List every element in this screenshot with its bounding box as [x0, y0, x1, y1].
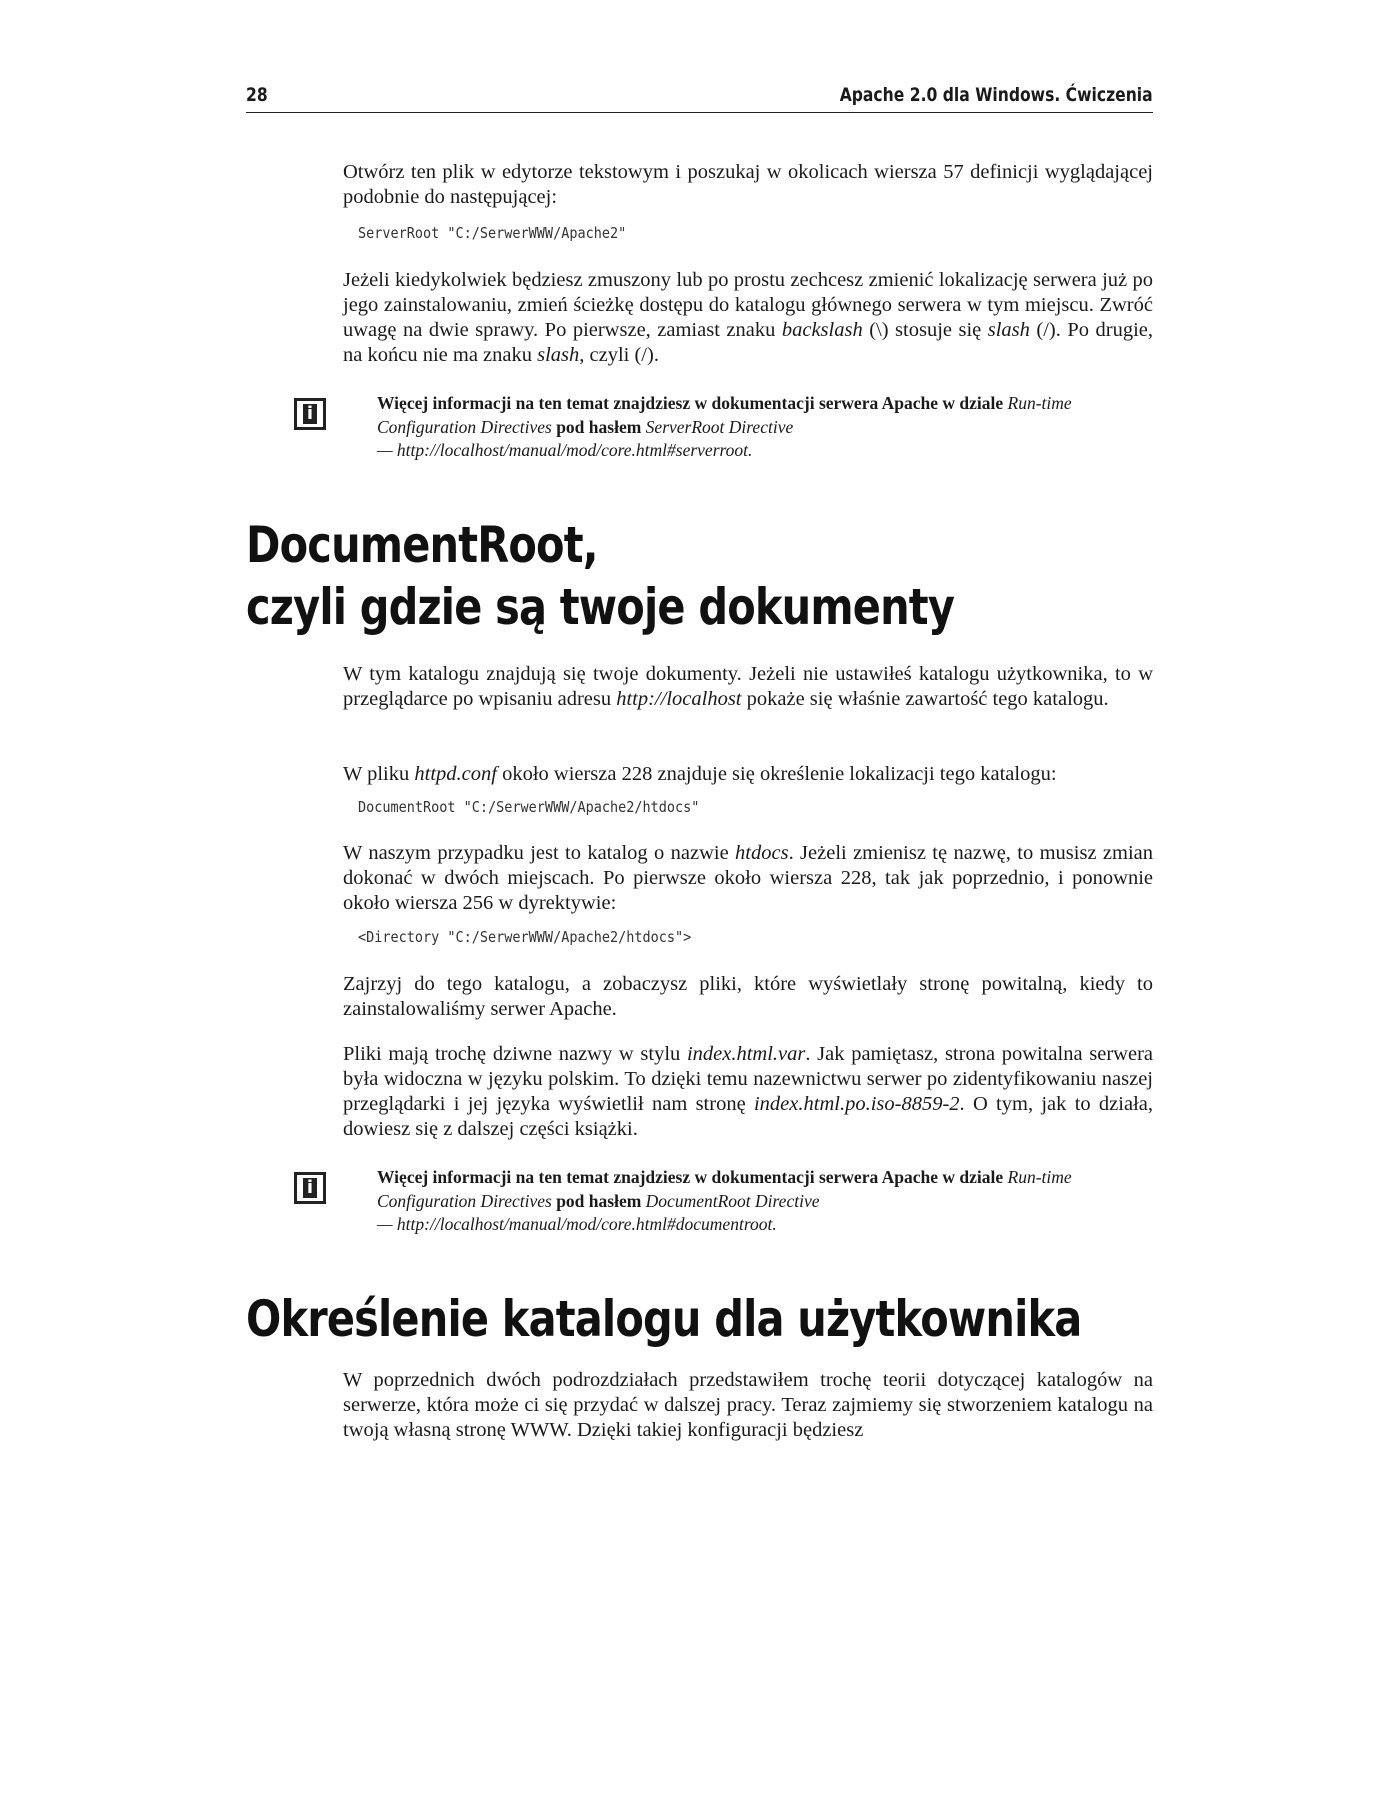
page-header — [246, 84, 1153, 113]
heading-documentroot: DocumentRoot, czyli gdzie są twoje dokumenty — [246, 516, 955, 636]
paragraph-4: W pliku httpd.conf około wiersza 228 znajduje się określenie lokalizacji tego katalogu: — [343, 763, 1057, 785]
code-documentroot: DocumentRoot "C:/SerwerWWW/Apache2/htdocs" — [358, 798, 700, 816]
paragraph-1: Otwórz ten plik w edytorze tekstowym i poszukaj w okolicach wiersza 57 definicji wyglądającej podobnie do następującej: — [343, 161, 1153, 208]
paragraph-3: W tym katalogu znajdują się twoje dokumenty. Jeżeli nie ustawiłeś katalogu użytkownika, to w przeglądarce po wpisaniu adresu http://localhost pokaże się właśnie zawartość tego katalogu. — [343, 663, 1153, 710]
paragraph-6: Zajrzyj do tego katalogu, a zobaczysz pliki, które wyświetlały stronę powitalną, kiedy to zainstalowaliśmy serwer Apache. — [343, 973, 1153, 1020]
info-icon: i — [294, 1172, 326, 1204]
paragraph-8: W poprzednich dwóch podrozdziałach przedstawiłem trochę teorii dotyczącej katalogów na serwerze, która może ci się przydać w dalszej pracy. Teraz zajmiemy się stworzeniem katalogu na twoją własną stronę WWW. Dzięki takiej konfiguracji będziesz — [343, 1369, 1153, 1441]
book-title: Apache 2.0 dla Windows. Ćwiczenia — [840, 84, 1153, 106]
paragraph-2: Jeżeli kiedykolwiek będziesz zmuszony lub po prostu zechcesz zmienić lokalizację serwera już po jego zainstalowaniu, zmień ścieżkę dostępu do katalogu głównego serwera w tym miejscu. Zwróć uwagę na dwie sprawy. Po pierwsze, zamiast znaku backslash (\) stosuje się slash (/). Po drugie, na końcu nie ma znaku slash, czyli (/). — [343, 269, 1154, 366]
note-documentroot: Więcej informacji na ten temat znajdziesz w dokumentacji serwera Apache w dziale Run-time Configuration Directives pod hasłem DocumentRoot Directive — http://localhost/manual/mod/core.html#documentroot. — [377, 1167, 1072, 1234]
paragraph-5: W naszym przypadku jest to katalog o nazwie htdocs. Jeżeli zmienisz tę nazwę, to musisz zmian dokonać w dwóch miejscach. Po pierwsze około wiersza 228, tak jak poprzednio, i ponownie około wiersza 256 w dyrektywie: — [343, 842, 1153, 914]
heading-user-directory: Określenie katalogu dla użytkownika — [246, 1290, 1082, 1348]
info-icon: i — [294, 398, 326, 430]
code-directory: <Directory "C:/SerwerWWW/Apache2/htdocs"> — [358, 928, 692, 946]
paragraph-7: Pliki mają trochę dziwne nazwy w stylu index.html.var. Jak pamiętasz, strona powitalna serwera była widoczna w języku polskim. To dzięki temu nazewnictwu serwer po zidentyfikowaniu naszej przeglądarki i jej języka wyświetlił nam stronę index.html.po.iso-8859-2. O tym, jak to działa, dowiesz się z dalszej części książki. — [343, 1043, 1153, 1140]
note-serverroot: Więcej informacji na ten temat znajdziesz w dokumentacji serwera Apache w dziale Run-time Configuration Directives pod hasłem ServerRoot Directive — http://localhost/manual/mod/core.html#serverroot. — [377, 393, 1072, 460]
code-serverroot: ServerRoot "C:/SerwerWWW/Apache2" — [358, 224, 627, 242]
page-number: 28 — [246, 84, 268, 106]
